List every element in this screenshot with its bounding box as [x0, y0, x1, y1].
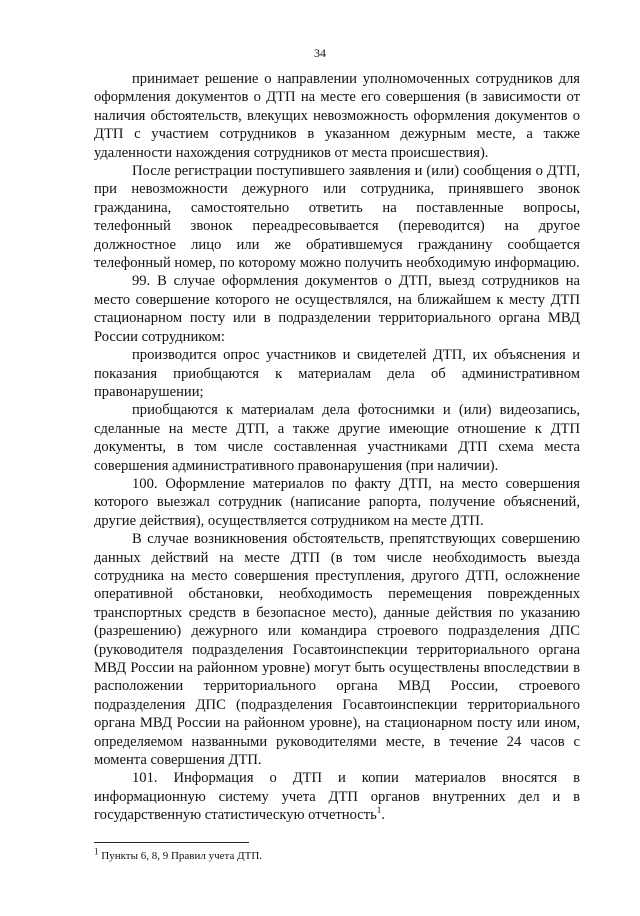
paragraph-registration: После регистрации поступившего заявления и (или) сообщения о ДТП, при невозможности дежурного или сотрудника, принявшего звонок гражданина, самостоятельно ответить на поставленные вопросы, телефонный звонок переадресовывается (переводится) на другое должностное лицо или же обратившемуся гражданину сообщается телефонный номер, по которому можно получить необходимую информацию. [94, 163, 580, 272]
footnote-reference: 1 [376, 805, 382, 816]
paragraph-100-circumstances: В случае возникновения обстоятельств, препятствующих совершению данных действий на месте ДТП (в том числе необходимость выезда сотрудника на место совершения преступления, другого ДТП, осложнение оперативной обстановки, необходимость перемещения поврежденных транспортных средств в безопасное место), данные действия по указанию (разрешению) дежурного или командира строевого подразделения ДПС (руководителя подразделения Госавтоинспекции территориального органа МВД России на районном уровне) могут быть осуществлены впоследствии в расположении территориального органа МВД России, строевого подразделения ДПС (подразделения Госавтоинспекции территориального органа МВД России на районном уровне), на стационарном посту или ином, определяемом названными руководителями месте, в течение 24 часов с момента совершения ДТП. [94, 531, 580, 769]
paragraph-101-text: 101. Информация о ДТП и копии материалов вносятся в информационную систему учета ДТП органов внутренних дел и в государственную статистическую отчетность [94, 770, 580, 824]
footnote-text: Пункты 6, 8, 9 Правил учета ДТП. [101, 850, 263, 862]
body-text [94, 70, 580, 825]
footnote-divider [94, 842, 249, 843]
paragraph-100: 100. Оформление материалов по факту ДТП, на место совершения которого выезжал сотрудник (написание рапорта, получение объяснений, другие действия), осуществляется сотрудником на месте ДТП. [94, 475, 580, 529]
paragraph-99: 99. В случае оформления документов о ДТП, выезд сотрудников на место совершение которого не осуществлялся, на ближайшем к месту ДТП стационарном посту или в подразделении территориального органа МВД России сотрудником: [94, 273, 580, 345]
paragraph-99-photos: приобщаются к материалам дела фотоснимки и (или) видеозапись, сделанные на месте ДТП, а также другие имеющие отношение к ДТП документы, в том числе составленная участниками ДТП схема места совершения административного правонарушения (при наличии). [94, 402, 580, 474]
paragraph-continuation: принимает решение о направлении уполномоченных сотрудников для оформления документов о ДТП на месте его совершения (в зависимости от наличия обстоятельств, влекущих невозможность оформления документов о ДТП с участием сотрудников в указанном дежурным месте, а также удаленности нахождения сотрудников от места происшествия). [94, 71, 580, 161]
footnote [94, 846, 580, 863]
page-number: 34 [314, 46, 326, 60]
paragraph-101 [94, 769, 580, 824]
paragraph-99-interview: производится опрос участников и свидетелей ДТП, их объяснения и показания приобщаются к материалам дела об административном правонарушении; [94, 347, 580, 400]
paragraph-101-end: . [381, 807, 385, 824]
footnote-marker: 1 [94, 846, 99, 857]
